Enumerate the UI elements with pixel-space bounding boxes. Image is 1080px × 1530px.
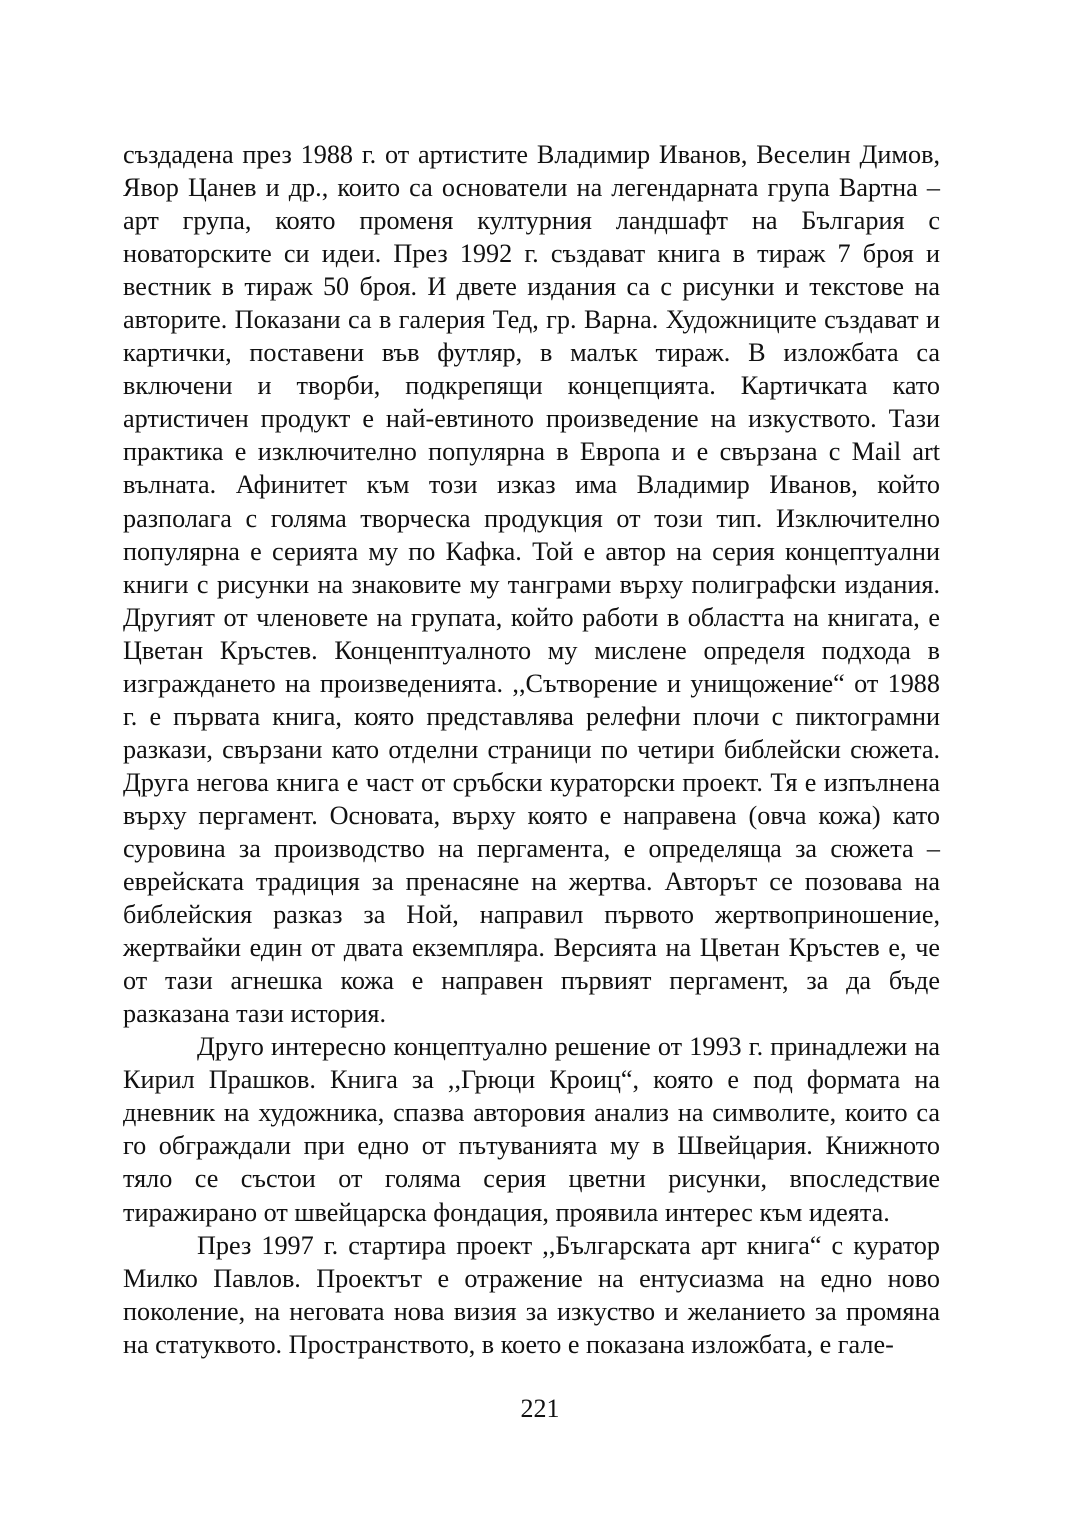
paragraph-3: През 1997 г. стартира проект ,,Българската арт книга“ с куратор Милко Павлов. Проектът е отражение на ентусиазма на едно ново поколение, на неговата нова визия за изкуство и желанието за промяна на статуквото. Пространството, в което е показана изложбата, е гале-	[123, 1230, 940, 1359]
page-number: 221	[520, 1394, 560, 1423]
page-body	[123, 138, 940, 1361]
paragraph-2: Друго интересно концептуално решение от 1993 г. принадлежи на Кирил Прашков. Книга за ,,Грюци Кроиц“, която е под формата на дневник на художника, спазва авторовия анализ на символите, които са го обграждали при едно от пътуванията му в Швейцария. Книжното тяло се състои от голяма серия цветни рисунки, впоследствие тиражирано от швейцарска фондация, проявила интерес към идеята.	[123, 1032, 940, 1227]
paragraph-1: създадена през 1988 г. от артистите Владимир Иванов, Веселин Димов, Явор Цанев и др., които са основатели на легендарната група Вартна – арт група, която променя културния ландшафт на България с новаторските си идеи. През 1992 г. създават книга в тираж 7 броя и вестник в тираж 50 броя. И двете издания са с рисунки и текстове на авторите. Показани са в галерия Тед, гр. Варна. Художниците създават и картички, поставени във футляр, в малък тираж. В изложбата са включени и творби, подкрепящи концепцията. Картичката като артистичен продукт е най-евтиното произведение на изкуството. Тази практика е изключително популярна в Европа и е свързана с Mail art вълната. Афинитет към този изказ има Владимир Иванов, който разполага с голяма творческа продукция от този тип. Изключително популярна е серията му по Кафка. Той е автор на серия концептуални книги с рисунки на знаковите му танграми върху полиграфски издания. Другият от членовете на групата, който работи в областта на книгата, е Цветан Кръстев. Конценптуалното му мислене определя подхода в изграждането на произведенията. ,,Сътворение и унищожение“ от 1988 г. е първата книга, която представлява релефни плочи с пиктограмни разкази, свързани като отделни страници по четири библейски сюжета. Друга негова книга е част от сръбски кураторски проект. Тя е изпълнена върху пергамент. Основата, върху която е направена (овча кожа) като суровина за производство на пергамента, е определяща за сюжета – еврейската традиция за пренасяне на жертва. Авторът се позовава на библейския разказ за Ной, направил първото жертвоприношение, жертвайки един от двата екземпляра. Версията на Цветан Кръстев е, че от тази агнешка кожа е направен първият пергамент, за да бъде разказана тази история.	[123, 140, 940, 1029]
